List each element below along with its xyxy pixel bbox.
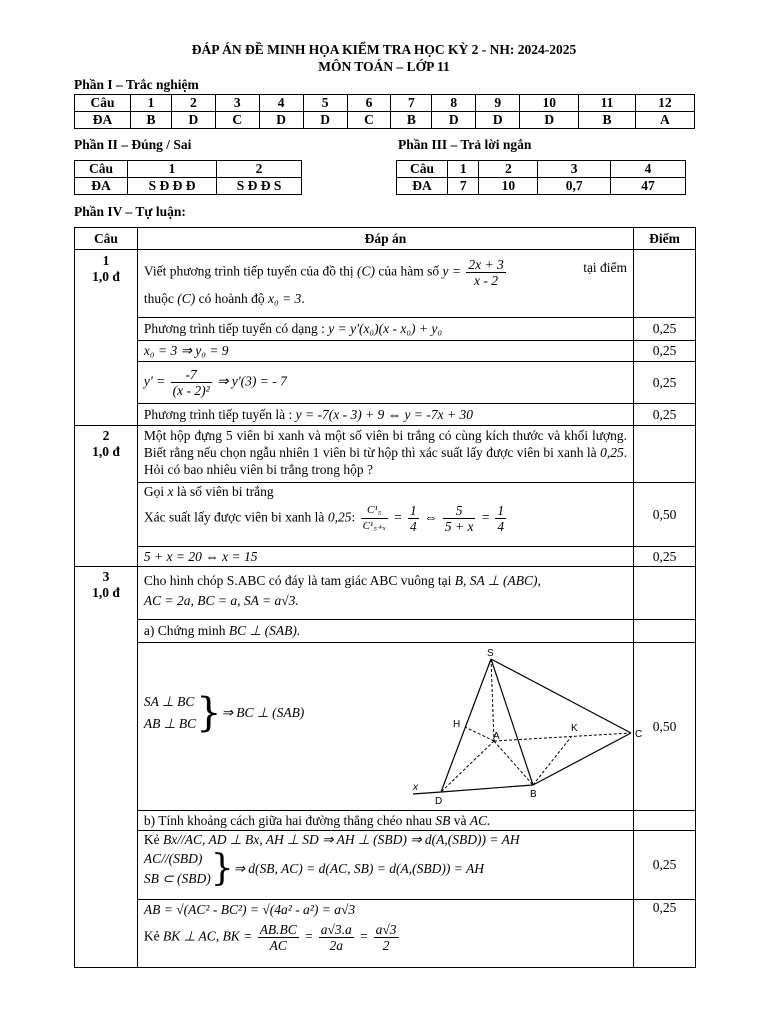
part3-a: 7 — [448, 178, 479, 195]
label-c: C — [634, 729, 643, 740]
q1-number: 1 — [102, 253, 110, 268]
q2-step1-prob-text: Xác suất lấy được viên bi xanh là — [143, 509, 325, 525]
q2-step1-row: Gọi x là số viên bi trắng Xác suất lấy được viên bi xanh là 0,25: $\frac{\text{C¹₅}}{\text{C¹₅₊ₓ}}$ = $\frac{1}{4}$ ⇔ $\frac{5}{5 + x}$ = $\frac{1}{4}$ 0,50 — [75, 483, 696, 547]
q3-b-pts — [634, 811, 696, 831]
q2-frac2 — [408, 503, 419, 534]
edge-ac — [494, 733, 631, 741]
label-s: S — [486, 648, 494, 659]
q2-number: 2 — [102, 428, 110, 443]
q1-step2-row — [75, 341, 696, 362]
q1-step3-num: -7 — [171, 367, 212, 383]
q3-b2-row: AB = √(AC² - BC²) = √(4a² - a²) = a√3 Kẻ BK ⊥ AC, BK = $\frac{AB.BC}{AC}$ = $\frac{a√3.a}{2a}$ = $\frac{a√3}{2}$ 0,25 — [75, 900, 696, 968]
part3-answer-row — [397, 178, 686, 195]
part1-heading: Phần I – Trắc nghiệm — [74, 77, 199, 92]
q2-frac4 — [495, 503, 506, 534]
part2-a: S Đ Đ S — [217, 178, 302, 195]
q3-b2-f3d: 2 — [382, 938, 390, 953]
q2-eq2: = — [480, 509, 490, 525]
part1-q: 7 — [391, 95, 432, 112]
q3-b1-rhs: ⇒ d(SB, AC) = d(AC, SB) = d(A,(SBD)) = AH — [233, 861, 484, 876]
q3-b2-f2n: a√3.a — [320, 922, 352, 937]
part4-essay-table — [74, 227, 696, 968]
pyramid-figure — [393, 647, 653, 807]
part3-q: 1 — [448, 161, 479, 178]
q1-curve-c2: (C) — [177, 291, 196, 306]
q1-step3-fraction — [171, 367, 212, 398]
q3-b1-line1: AC//(SBD) — [143, 851, 203, 866]
part1-a: B — [131, 112, 172, 129]
q3-b1-line2: SB ⊂ (SBD) — [143, 871, 211, 886]
q1-step1-math: y = y'(x₀)(x - x₀) + y₀ — [328, 321, 443, 336]
q2-step1-prob-value: 0,25 — [327, 509, 352, 525]
q3-b1-math: Bx//AC, AD ⊥ Bx, AH ⊥ SD ⇒ AH ⊥ (SBD) ⇒ d(A,(SBD)) = AH — [163, 832, 520, 847]
q2-problem-pts — [634, 426, 696, 483]
part3-a: 47 — [611, 178, 686, 195]
part4-header-row — [75, 228, 696, 250]
part1-q: 12 — [635, 95, 694, 112]
part1-a: B — [579, 112, 635, 129]
q2-step1-def: là số viên bi trắng — [176, 484, 274, 499]
q3-a-line1: SA ⊥ BC — [143, 694, 195, 709]
part3-a: 0,7 — [538, 178, 611, 195]
q1-step1-points: 0,25 — [634, 318, 696, 341]
q3-b2-f1n: AB.BC — [259, 922, 297, 937]
q3-b2-frac1 — [258, 922, 299, 953]
q1-step2-points: 0,25 — [634, 341, 696, 362]
part2-q: 2 — [217, 161, 302, 178]
q3-b1-ke: Kẻ — [143, 832, 160, 847]
q3-b2-comma: , — [215, 928, 220, 944]
q2-frac3-den: 5 + x — [444, 519, 474, 534]
part1-q: 11 — [579, 95, 635, 112]
q2-step1-x: x — [167, 484, 174, 499]
q2-step1-gọi: Gọi — [143, 484, 165, 499]
part1-a: C — [347, 112, 391, 129]
part3-row-label-q: Câu — [397, 161, 448, 178]
q3-points: 1,0 đ — [92, 585, 120, 600]
q1-step2-math: x₀ = 3 ⇒ y₀ = 9 — [143, 343, 229, 358]
part3-row-label-a: ĐA — [397, 178, 448, 195]
q3-a-line2: AB ⊥ BC — [143, 716, 197, 731]
q1-step4-row — [75, 404, 696, 426]
part2-answer-table — [74, 160, 302, 195]
part2-row-label-a: ĐA — [75, 178, 128, 195]
q2-problem-end: . Hỏi có bao nhiêu viên bi trắng trong hộp ? — [143, 445, 628, 477]
q3-b2-f3n: a√3 — [375, 922, 397, 937]
part3-heading: Phần III – Trả lời ngắn — [398, 137, 532, 152]
part1-a: D — [476, 112, 520, 129]
q3-b2-points: 0,25 — [634, 900, 696, 968]
q3-problem-pts — [634, 567, 696, 620]
part1-a: A — [635, 112, 694, 129]
q2-eq1: = — [393, 509, 403, 525]
edge-sa — [491, 659, 494, 741]
q1-step3-row — [75, 362, 696, 404]
q1-problem-pts — [634, 250, 696, 318]
q1-step4-text: Phương trình tiếp tuyến là : — [143, 406, 293, 422]
q3-b2-lhs: BK = — [222, 928, 253, 944]
q1-problem-b: của hàm số — [378, 263, 440, 279]
q2-step2-points: 0,25 — [634, 547, 696, 567]
q2-iff: ⇔ — [423, 509, 438, 525]
part1-a: C — [215, 112, 259, 129]
q2-problem-prob: 0,25 — [600, 445, 624, 460]
part1-q: 4 — [259, 95, 303, 112]
q1-problem-e: có hoành độ — [198, 291, 265, 306]
q3-a-proof — [144, 691, 304, 735]
part1-q: 10 — [520, 95, 579, 112]
q1-x0: x₀ = 3 — [268, 291, 302, 306]
q1-problem — [144, 257, 627, 288]
part2-a: S Đ Đ Đ — [128, 178, 217, 195]
q3-a-solution-row — [75, 643, 696, 811]
q2-frac3-num: 5 — [443, 503, 476, 519]
q3-a-row — [75, 620, 696, 643]
q3-b2-ke: Kẻ — [143, 928, 160, 944]
edge-ab — [494, 741, 533, 785]
part2-row-label-q: Câu — [75, 161, 128, 178]
q1-step3-rhs: ⇒ y'(3) = - 7 — [217, 373, 287, 389]
part2-answer-row — [75, 178, 302, 195]
q1-problem-row: 1 1,0 đ Viết phương trình tiếp tuyến của đồ thị (C) của hàm số y = $\frac{2x + 3}{x - 2}$ tại điểm thuộc (C) có hoành độ x₀ = 3. — [75, 250, 696, 318]
part1-answer-row — [75, 112, 695, 129]
q3-b1-proof — [144, 849, 627, 889]
q2-frac1-num: C¹₅ — [361, 503, 388, 519]
part1-a: B — [391, 112, 432, 129]
part1-q: 8 — [432, 95, 476, 112]
q3-b2-f1d: AC — [269, 938, 287, 953]
label-b: B — [529, 789, 537, 800]
q1-curve-c: (C) — [357, 263, 376, 279]
part1-q: 2 — [171, 95, 215, 112]
label-a: A — [492, 731, 500, 742]
doc-title-line2: MÔN TOÁN – LỚP 11 — [318, 59, 450, 74]
q1-step1-text: Phương trình tiếp tuyến có dạng : — [143, 321, 325, 336]
part1-row-label-a: ĐA — [75, 112, 131, 129]
q1-step3-den: (x - 2)² — [172, 383, 210, 398]
q3-a-brace: } — [196, 690, 222, 736]
q2-frac1 — [361, 503, 388, 534]
part3-answer-table — [396, 160, 686, 195]
q1-problem-c: tại điểm — [583, 260, 628, 275]
q3-problem-b-vertex: B — [454, 573, 464, 588]
label-h: H — [452, 719, 461, 730]
q3-b1-brace: } — [210, 848, 234, 889]
q1-step3-points: 0,25 — [634, 362, 696, 404]
q3-b2-line1: AB = √(AC² - BC²) = √(4a² - a²) = a√3 — [143, 902, 356, 917]
part1-a: D — [520, 112, 579, 129]
col-header-diem: Điểm — [634, 228, 696, 250]
q1-func-num: 2x + 3 — [468, 257, 504, 272]
q1-func-fraction — [466, 257, 505, 288]
part1-row-label-q: Câu — [75, 95, 131, 112]
part1-a: D — [171, 112, 215, 129]
q3-b2-bk: BK ⊥ AC — [163, 928, 216, 944]
label-x: x — [412, 782, 418, 793]
q1-func-y: y = — [442, 263, 461, 279]
q3-problem-c: AC = 2a, BC = a, SA = a√3. — [143, 593, 299, 608]
q3-a-rhs: ⇒ BC ⊥ (SAB) — [221, 705, 305, 720]
edge-ad — [441, 741, 494, 792]
q1-step3-lhs: y' = — [143, 373, 166, 389]
part1-a: D — [432, 112, 476, 129]
q3-b1-points: 0,25 — [634, 831, 696, 900]
doc-title-line1: ĐÁP ÁN ĐỀ MINH HỌA KIỂM TRA HỌC KỲ 2 - NH: 2024-2025 — [191, 42, 577, 57]
part1-a: D — [259, 112, 303, 129]
part3-question-row — [397, 161, 686, 178]
q1-problem-d: thuộc — [143, 291, 174, 306]
q3-b1-row — [75, 831, 696, 900]
part4-heading: Phần IV – Tự luận: — [74, 204, 186, 219]
q2-step2-math: 5 + x = 20 ⇔ x = 15 — [143, 548, 258, 564]
q2-frac4-den: 4 — [497, 519, 505, 534]
part2-heading: Phần II – Đúng / Sai — [74, 137, 192, 152]
q2-frac1-den: C¹₅₊ₓ — [362, 520, 386, 532]
q3-b-ac: AC. — [469, 812, 491, 828]
q3-a-points: 0,50 — [634, 643, 696, 811]
q2-frac3 — [443, 503, 476, 534]
q1-problem-a: Viết phương trình tiếp tuyến của đồ thị — [143, 263, 354, 279]
q1-points: 1,0 đ — [92, 269, 120, 284]
q2-problem-row — [75, 426, 696, 483]
q3-b2-frac2 — [319, 922, 354, 953]
q3-b-sb: SB — [435, 812, 451, 828]
q3-b-text: b) Tính khoảng cách giữa hai đường thẳng chéo nhau — [143, 812, 432, 828]
q3-a-text: a) Chứng minh — [143, 623, 226, 638]
part1-q: 1 — [131, 95, 172, 112]
part2-q: 1 — [128, 161, 217, 178]
q1-step4-math: y = -7(x - 3) + 9 ⇔ y = -7x + 30 — [295, 406, 473, 422]
part1-q: 6 — [347, 95, 391, 112]
q3-b2-frac3 — [374, 922, 399, 953]
part1-q: 9 — [476, 95, 520, 112]
edge-ah — [465, 727, 494, 741]
q1-step1-row — [75, 318, 696, 341]
q3-problem-a: Cho hình chóp S.ABC có đáy là tam giác ABC vuông tại — [143, 573, 452, 588]
q3-a-math: BC ⊥ (SAB). — [228, 623, 301, 638]
q3-b2-f2d: 2a — [329, 938, 343, 953]
q3-problem-row — [75, 567, 696, 620]
part3-q: 4 — [611, 161, 686, 178]
q2-frac2-num: 1 — [409, 503, 417, 518]
col-header-cau: Câu — [75, 228, 138, 250]
part1-q: 5 — [303, 95, 347, 112]
part3-a: 10 — [479, 178, 538, 195]
edge-sd — [441, 659, 491, 792]
q2-step1-points: 0,50 — [634, 483, 696, 547]
part3-q: 2 — [479, 161, 538, 178]
part2-question-row — [75, 161, 302, 178]
q2-frac2-den: 4 — [409, 519, 417, 534]
q2-points: 1,0 đ — [92, 444, 120, 459]
label-d: D — [434, 796, 443, 807]
q1-step4-points: 0,25 — [634, 404, 696, 426]
edge-bk — [533, 737, 571, 785]
col-header-dapan: Đáp án — [137, 228, 633, 250]
part1-question-row — [75, 95, 695, 112]
part1-a: D — [303, 112, 347, 129]
edge-db — [441, 785, 533, 792]
q3-number: 3 — [102, 569, 110, 584]
q2-step2-row — [75, 547, 696, 567]
q2-frac4-num: 1 — [497, 503, 505, 518]
q3-problem-b: , SA ⊥ (ABC), — [463, 573, 541, 588]
edge-bc — [533, 733, 631, 785]
part1-q: 3 — [215, 95, 259, 112]
q3-b-row — [75, 811, 696, 831]
q3-b-and: và — [453, 812, 467, 828]
part3-q: 3 — [538, 161, 611, 178]
q3-a-pts — [634, 620, 696, 643]
label-k: K — [570, 723, 578, 734]
q2-problem: Một hộp đựng 5 viên bi xanh và một số viên bi trắng có cùng kích thước và khối lượng. Biết rằng nếu chọn ngẫu nhiên 1 viên bi từ hộp thì xác suất lấy được viên bi xanh là — [143, 428, 628, 460]
q1-func-den: x - 2 — [474, 273, 499, 288]
part1-answer-table — [74, 94, 695, 129]
